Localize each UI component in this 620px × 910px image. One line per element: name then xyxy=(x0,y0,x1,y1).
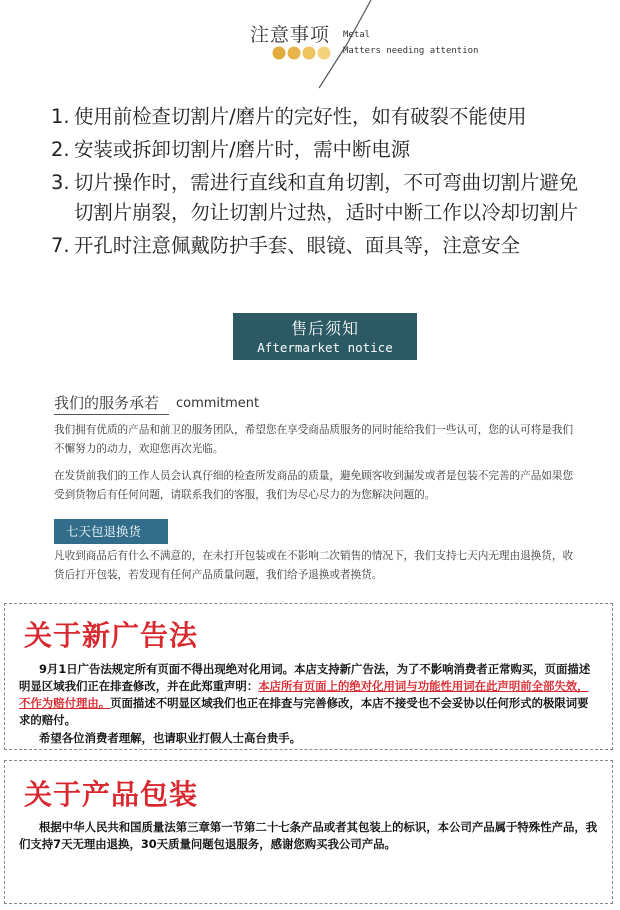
service-title-underline xyxy=(54,414,169,415)
return-policy-paragraph: 凡收到商品后有什么不满意的，在未打开包装或在不影响二次销售的情况下，我们支持七天内无理由退换货，收货后打开包装，若发现有任何产品质量问题，我们给予退换或者换货。 xyxy=(54,550,574,581)
decorative-dot xyxy=(318,47,331,60)
packaging-box xyxy=(4,760,613,904)
notice-item xyxy=(0,231,620,261)
section-title: 注意事项 xyxy=(250,24,331,46)
ad-law-text xyxy=(19,661,599,747)
notice-text: 安装或拆卸切割片/磨片时，需中断电源 xyxy=(74,138,411,161)
notice-list xyxy=(0,102,620,264)
service-title: 我们的服务承若 xyxy=(54,394,160,412)
ad-law-text-a: 9月1日广告法规定所有页面不得出现绝对化用词。本店支持新广告法，为了不影响消费者正常购买，页面描述明显区域我们正在排查修改，并在此郑重声明： xyxy=(19,662,591,693)
decorative-slash-lines xyxy=(285,0,385,90)
notice-text: 使用前检查切割片/磨片的完好性，如有破裂不能使用 xyxy=(74,105,527,128)
notice-text: 切片操作时，需进行直线和直角切割，不可弯曲切割片避免切割片崩裂，勿让切割片过热，适时中断工作以冷却切割片 xyxy=(74,171,579,224)
notice-item xyxy=(0,135,620,165)
notice-number: 2. xyxy=(51,138,70,161)
ad-law-text-b: 页面描述不明显区域我们也正在排查与完善修改，本店不接受也不会妥协以任何形式的极限词要求的赔付。 xyxy=(19,696,589,727)
notice-number: 7. xyxy=(51,234,70,257)
decorative-dot xyxy=(303,47,316,60)
aftermarket-title: 售后须知 xyxy=(290,319,359,338)
return-policy-badge: 七天包退换货 xyxy=(54,519,168,544)
packaging-text: 根据中华人民共和国质量法第三章第一节第二十七条产品或者其包装上的标识，本公司产品属于特殊性产品，我们支持7天无理由退换，30天质量问题包退服务，感谢您购买我公司产品。 xyxy=(19,820,598,851)
metal-label: Metal xyxy=(343,30,371,40)
notice-number: 1. xyxy=(51,105,70,128)
shipping-paragraph: 在发货前我们的工作人员会认真仔细的检查所发商品的质量，避免顾客收到漏发或者是包装不完善的产品如果您受到货物后有任何问题，请联系我们的客服，我们为尽心尽力的为您解决问题的。 xyxy=(54,470,574,501)
aftermarket-subtitle: Aftermarket notice xyxy=(257,340,393,355)
decorative-dot xyxy=(288,47,301,60)
notice-text: 开孔时注意佩戴防护手套、眼镜、面具等，注意安全 xyxy=(74,234,520,257)
ad-law-box xyxy=(4,603,613,750)
notice-item xyxy=(0,168,620,228)
decorative-dot xyxy=(273,47,286,60)
section-subtitle: Matters needing attention xyxy=(343,46,479,56)
service-commitment-label: commitment xyxy=(176,396,260,411)
notice-item xyxy=(0,102,620,132)
service-paragraph: 我们拥有优质的产品和前卫的服务团队，希望您在享受商品质服务的同时能给我们一些认可，您的认可将是我们不懈努力的动力，欢迎您再次光临。 xyxy=(54,424,574,455)
aftermarket-banner xyxy=(233,313,417,360)
packaging-title: 关于产品包装 xyxy=(24,778,199,811)
notice-number: 3. xyxy=(51,171,70,194)
ad-law-text-c: 希望各位消费者理解，也请职业打假人士高台贵手。 xyxy=(39,731,301,745)
ad-law-disclaimer: 本店所有页面上的绝对化用词与功能性用词在此声明前全部失效，不作为赔付理由。 xyxy=(19,679,589,710)
decorative-dots xyxy=(272,46,336,60)
ad-law-title: 关于新广告法 xyxy=(24,619,199,652)
